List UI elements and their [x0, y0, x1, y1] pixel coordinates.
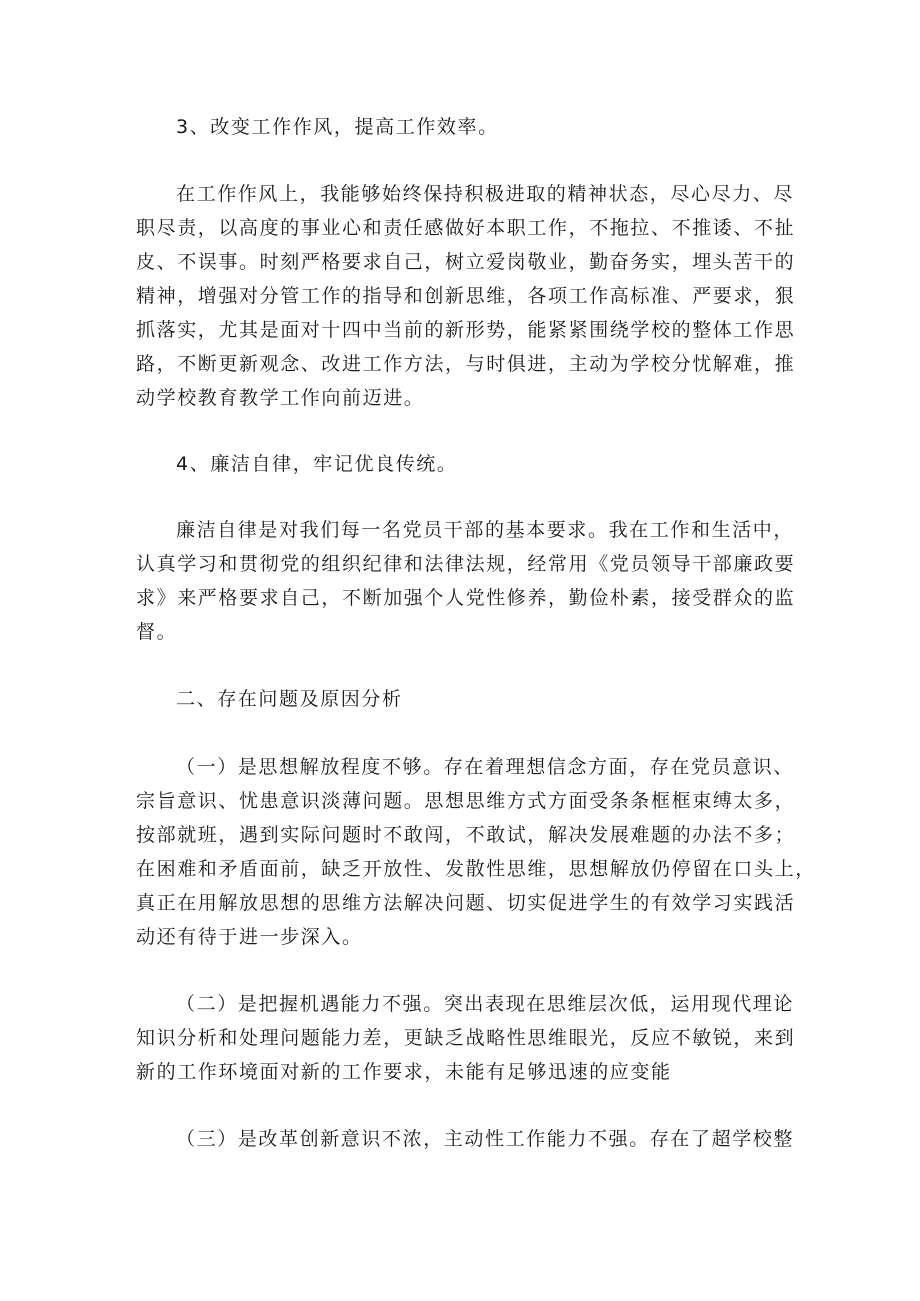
integrity-line-2: 认真学习和贯彻党的组织纪律和法律法规，经常用《党员领导干部廉政要: [136, 553, 796, 575]
integrity-line-3: 求》来严格要求自己，不断加强个人党性修养，勤俭朴素，接受群众的监: [136, 587, 796, 609]
problem-1-line-5: 真正在用解放思想的思维方法解决问题、切实促进学生的有效学习实践活: [136, 892, 796, 914]
work-style-line-7: 动学校教育教学工作向前迈进。: [136, 387, 425, 409]
problem-1-line-4: 在困难和矛盾面前，缺乏开放性、发散性思维，思想解放仍停留在口头上，: [136, 858, 816, 880]
problem-1-line-1: （一）是思想解放程度不够。存在着理想信念方面，存在党员意识、: [176, 756, 795, 778]
integrity-line-1: 廉洁自律是对我们每一名党员干部的基本要求。我在工作和生活中，: [176, 519, 795, 541]
problem-1-line-6: 动还有待于进一步深入。: [136, 926, 363, 948]
work-style-line-1: 在工作作风上，我能够始终保持积极进取的精神状态，尽心尽力、尽: [176, 183, 795, 205]
problem-2-line-2: 知识分析和处理问题能力差，更缺乏战略性思维眼光，反应不敏锐，来到: [136, 1027, 796, 1049]
work-style-line-2: 职尽责，以高度的事业心和责任感做好本职工作，不拖拉、不推诿、不扯: [136, 217, 796, 239]
problem-1-line-2: 宗旨意识、忧患意识淡薄问题。思想思维方式方面受条条框框束缚太多，: [136, 790, 796, 812]
integrity-line-4: 督。: [136, 621, 178, 643]
work-style-line-6: 路，不断更新观念、改进工作方法，与时俱进，主动为学校分忧解难，推: [136, 353, 796, 375]
work-style-line-4: 精神，增强对分管工作的指导和创新思维，各项工作高标准、严要求，狠: [136, 285, 796, 307]
problem-2-line-3: 新的工作环境面对新的工作要求，未能有足够迅速的应变能: [136, 1061, 672, 1083]
heading-4: 4、廉洁自律，牢记优良传统。: [176, 453, 458, 475]
work-style-line-3: 皮、不误事。时刻严格要求自己，树立爱岗敬业，勤奋务实，埋头苦干的: [136, 251, 796, 273]
problem-2-line-1: （二）是把握机遇能力不强。突出表现在思维层次低，运用现代理论: [176, 993, 795, 1015]
problem-1-line-3: 按部就班，遇到实际问题时不敢闯，不敢试，解决发展难题的办法不多；: [136, 824, 796, 846]
section-2-heading: 二、存在问题及原因分析: [176, 688, 403, 710]
work-style-line-5: 抓落实，尤其是面对十四中当前的新形势，能紧紧围绕学校的整体工作思: [136, 319, 796, 341]
problem-3-line-1: （三）是改革创新意识不浓，主动性工作能力不强。存在了超学校整: [176, 1128, 795, 1150]
heading-3: 3、改变工作作风，提高工作效率。: [176, 116, 499, 138]
